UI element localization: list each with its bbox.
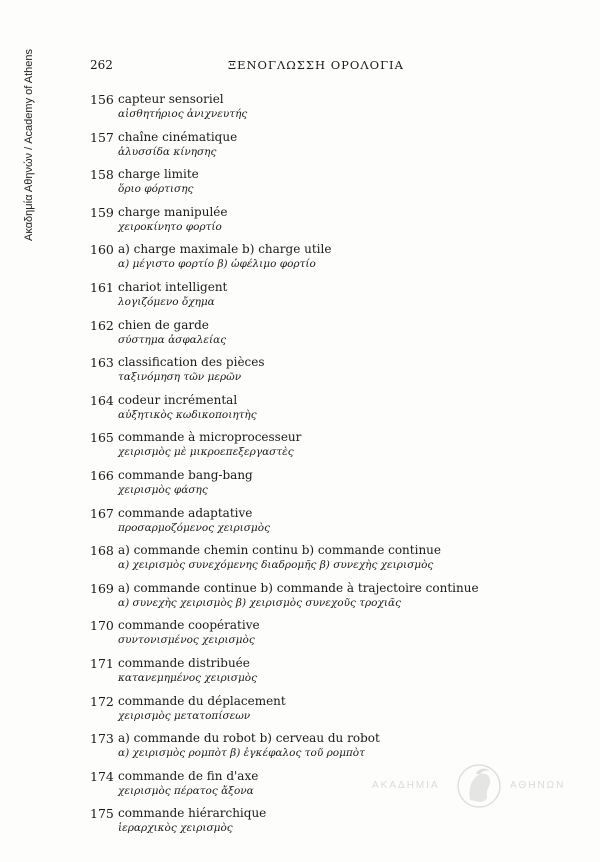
- entry-greek: αἰσθητήριος ἀνιχνευτής: [118, 108, 248, 120]
- entry: [90, 468, 510, 497]
- entry-number: 156: [90, 92, 114, 107]
- entry: [90, 656, 510, 685]
- entry-number: 163: [90, 355, 114, 371]
- entry-french: a) commande chemin continu b) commande continue: [118, 543, 442, 558]
- entry-number: 165: [90, 430, 114, 446]
- side-label-text: Ακαδημία Αθηνών / Academy of Athens: [23, 48, 35, 242]
- entry-greek: α) χειρισμὸς ρομπὸτ β) ἐγκέφαλος τοῦ ρομπὸτ: [118, 747, 365, 760]
- watermark-text-right: ΑΘΗΝΩΝ: [510, 780, 566, 791]
- athena-head-icon: [456, 762, 502, 810]
- entry-number: 172: [90, 693, 114, 709]
- entry-french: commande adaptative: [118, 505, 253, 520]
- entry-greek: αὐξητικὸς κωδικοποιητὴς: [118, 408, 257, 421]
- entry-greek: χειροκίνητο φορτίο: [118, 220, 222, 233]
- entry-greek: χειρισμὸς πέρατος ἄξονα: [118, 784, 254, 797]
- entry-greek: χειρισμὸς φάσης: [118, 483, 208, 496]
- entry: [90, 430, 510, 459]
- entry-french: commande coopérative: [118, 618, 260, 633]
- entry-french: commande bang-bang: [118, 467, 253, 482]
- entry-number: 169: [90, 580, 114, 596]
- entry-greek: χειρισμὸς μὲ μικροεπεξεργαστὲς: [118, 446, 294, 459]
- entry-french: a) commande du robot b) cerveau du robot: [118, 731, 380, 746]
- entry-number: 167: [90, 505, 114, 521]
- entry-greek: συντονισμένος χειρισμὸς: [118, 634, 255, 647]
- entry-number: 174: [90, 768, 114, 784]
- entry-greek: σύστημα ἀσφαλείας: [118, 333, 227, 346]
- academy-watermark: [372, 762, 577, 812]
- entry-french: a) commande continue b) commande à trajectoire continue: [118, 580, 479, 595]
- entry: [90, 731, 510, 760]
- entry-greek: προσαρμοζόμενος χειρισμὸς: [118, 521, 270, 534]
- entry-number: 168: [90, 543, 114, 559]
- entry-french: capteur sensoriel: [118, 92, 224, 106]
- entry: [90, 506, 510, 535]
- entry: [90, 355, 510, 384]
- entry: [90, 130, 510, 159]
- entry-number: 170: [90, 618, 114, 634]
- entry-greek: λογιζόμενο ὄχημα: [118, 295, 215, 308]
- entry: [90, 205, 510, 234]
- entry-number: 162: [90, 317, 114, 333]
- entry-number: 161: [90, 279, 114, 295]
- entry-french: commande hiérarchique: [118, 806, 267, 821]
- entry-number: 159: [90, 204, 114, 220]
- entry-french: charge limite: [118, 167, 199, 182]
- entry-list: [90, 92, 510, 844]
- entry-greek: ταξινόμηση τῶν μερῶν: [118, 371, 242, 384]
- entry-french: chaîne cinématique: [118, 129, 238, 144]
- side-label: [20, 40, 38, 250]
- entry-french: chariot intelligent: [118, 279, 228, 294]
- entry-french: codeur incrémental: [118, 392, 238, 407]
- entry-greek: α) μέγιστο φορτίο β) ὠφέλιμο φορτίο: [118, 258, 316, 271]
- page-number: 262: [90, 58, 113, 72]
- entry: [90, 242, 510, 271]
- entry-french: commande distribuée: [118, 655, 250, 670]
- entry-greek: α) χειρισμὸς συνεχόμενης διαδρομῆς β) συνεχὴς χειρισμὸς: [118, 559, 434, 572]
- entry: [90, 92, 510, 121]
- entry: [90, 167, 510, 196]
- entry-greek: ἁλυσσίδα κίνησης: [118, 145, 217, 158]
- entry-french: chien de garde: [118, 317, 209, 332]
- entry-french: a) charge maximale b) charge utile: [118, 242, 332, 257]
- entry: [90, 581, 510, 610]
- entry: [90, 543, 510, 572]
- entry: [90, 618, 510, 647]
- entry-number: 160: [90, 242, 114, 258]
- entry-french: commande du déplacement: [118, 693, 286, 708]
- running-head: ΞΕΝΟΓΛΩΣΣΗ ΟΡΟΛΟΓΙΑ: [228, 58, 404, 72]
- entry: [90, 393, 510, 422]
- entry-french: commande de fin d'axe: [118, 768, 259, 783]
- entry-greek: κατανεμημένος χειρισμὸς: [118, 671, 257, 684]
- entry-number: 157: [90, 129, 114, 145]
- entry-number: 171: [90, 655, 114, 671]
- entry-french: charge manipulée: [118, 204, 228, 219]
- entry-greek: ἱεραρχικὸς χειρισμὸς: [118, 822, 233, 835]
- entry-french: classification des pièces: [118, 355, 265, 370]
- entry-greek: ὅριο φόρτισης: [118, 183, 194, 196]
- entry-greek: α) συνεχὴς χειρισμὸς β) χειρισμὸς συνεχοῦς τροχιᾶς: [118, 596, 401, 609]
- entry: [90, 694, 510, 723]
- entry-greek: χειρισμὸς μετατοπίσεων: [118, 709, 251, 722]
- watermark-text-left: ΑΚΑΔΗΜΙΑ: [372, 780, 440, 791]
- entry-french: commande à microprocesseur: [118, 430, 302, 445]
- entry: [90, 280, 510, 309]
- entry-number: 175: [90, 806, 114, 822]
- entry: [90, 318, 510, 347]
- entry-number: 158: [90, 167, 114, 183]
- entry-number: 164: [90, 392, 114, 408]
- entry-number: 173: [90, 731, 114, 747]
- entry-number: 166: [90, 467, 114, 483]
